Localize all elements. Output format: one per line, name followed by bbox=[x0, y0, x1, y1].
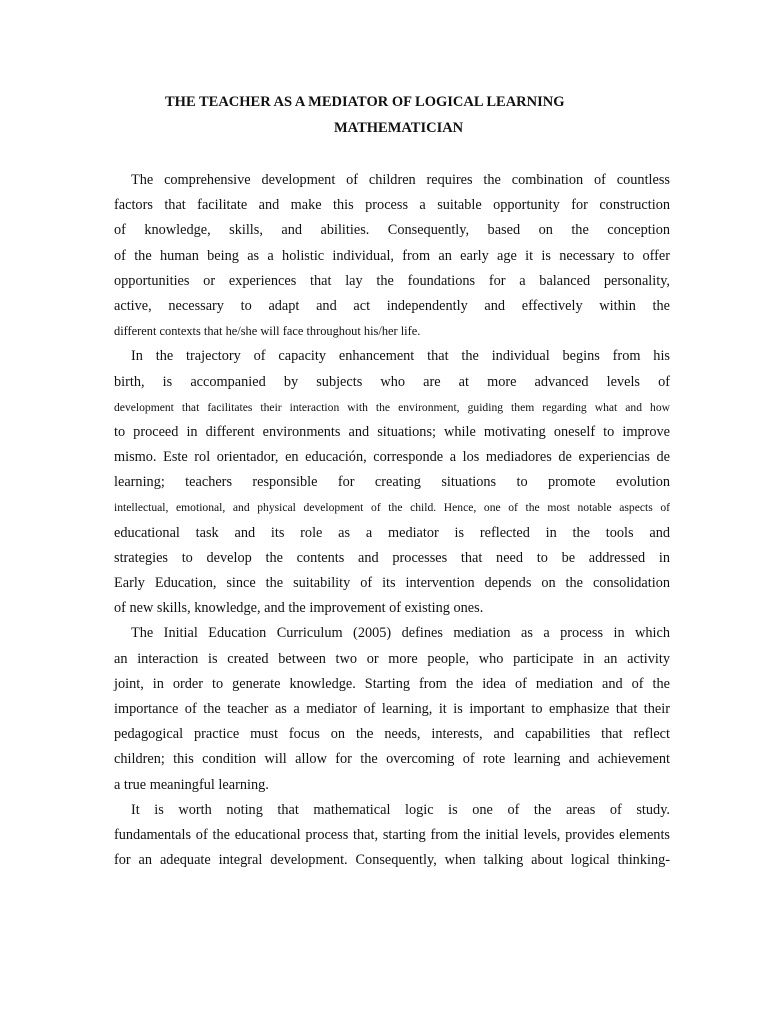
text-line: It is worth noting that mathematical logic is one of the areas of study. bbox=[131, 801, 670, 818]
text-line: to proceed in different environments and situations; while motivating oneself to improve bbox=[114, 423, 670, 440]
text-line: Early Education, since the suitability of its intervention depends on the consolidation bbox=[114, 575, 670, 591]
text-line: joint, in order to generate knowledge. Starting from the idea of mediation and of the bbox=[114, 675, 670, 692]
text-line: of knowledge, skills, and abilities. Consequently, based on the conception bbox=[114, 222, 670, 239]
text-line: The Initial Education Curriculum (2005) defines mediation as a process in which bbox=[131, 625, 670, 642]
text-line: opportunities or experiences that lay the foundations for a balanced personality, bbox=[114, 272, 670, 289]
text-line: of the human being as a holistic individual, from an early age it is necessary to offer bbox=[114, 247, 670, 264]
text-line: children; this condition will allow for the overcoming of rote learning and achievement bbox=[114, 751, 670, 768]
text-line: of new skills, knowledge, and the improvement of existing ones. bbox=[114, 600, 484, 617]
text-line: pedagogical practice must focus on the needs, interests, and capabilities that reflect bbox=[114, 726, 670, 743]
text-line: intellectual, emotional, and physical development of the child. Hence, one of the most notable aspects of bbox=[114, 501, 670, 515]
text-line: for an adequate integral development. Consequently, when talking about logical thinking- bbox=[114, 852, 670, 869]
text-line: factors that facilitate and make this process a suitable opportunity for construction bbox=[114, 197, 670, 214]
text-line: different contexts that he/she will face throughout his/her life. bbox=[114, 324, 421, 339]
text-line: In the trajectory of capacity enhancement that the individual begins from his bbox=[131, 348, 670, 365]
document-title-line-1: THE TEACHER AS A MEDIATOR OF LOGICAL LEARNING bbox=[165, 94, 565, 110]
text-line: active, necessary to adapt and act independently and effectively within the bbox=[114, 297, 670, 314]
document-body bbox=[114, 168, 670, 873]
text-line: development that facilitates their interaction with the environment, guiding them regarding what and how bbox=[114, 400, 670, 414]
text-line: birth, is accompanied by subjects who are at more advanced levels of bbox=[114, 373, 670, 390]
document-title-line-2: MATHEMATICIAN bbox=[334, 120, 464, 136]
text-line: learning; teachers responsible for creating situations to promote evolution bbox=[114, 474, 670, 491]
text-line: The comprehensive development of children requires the combination of countless bbox=[131, 172, 670, 188]
text-line: fundamentals of the educational process that, starting from the initial levels, provides elements bbox=[114, 826, 670, 843]
text-line: an interaction is created between two or more people, who participate in an activity bbox=[114, 650, 670, 667]
text-line: importance of the teacher as a mediator of learning, it is important to emphasize that their bbox=[114, 700, 670, 717]
text-line: mismo. Este rol orientador, en educación, corresponde a los mediadores de experiencias de bbox=[114, 449, 670, 466]
text-line: a true meaningful learning. bbox=[114, 776, 269, 793]
text-line: strategies to develop the contents and processes that need to be addressed in bbox=[114, 549, 670, 566]
text-line: educational task and its role as a mediator is reflected in the tools and bbox=[114, 524, 670, 541]
